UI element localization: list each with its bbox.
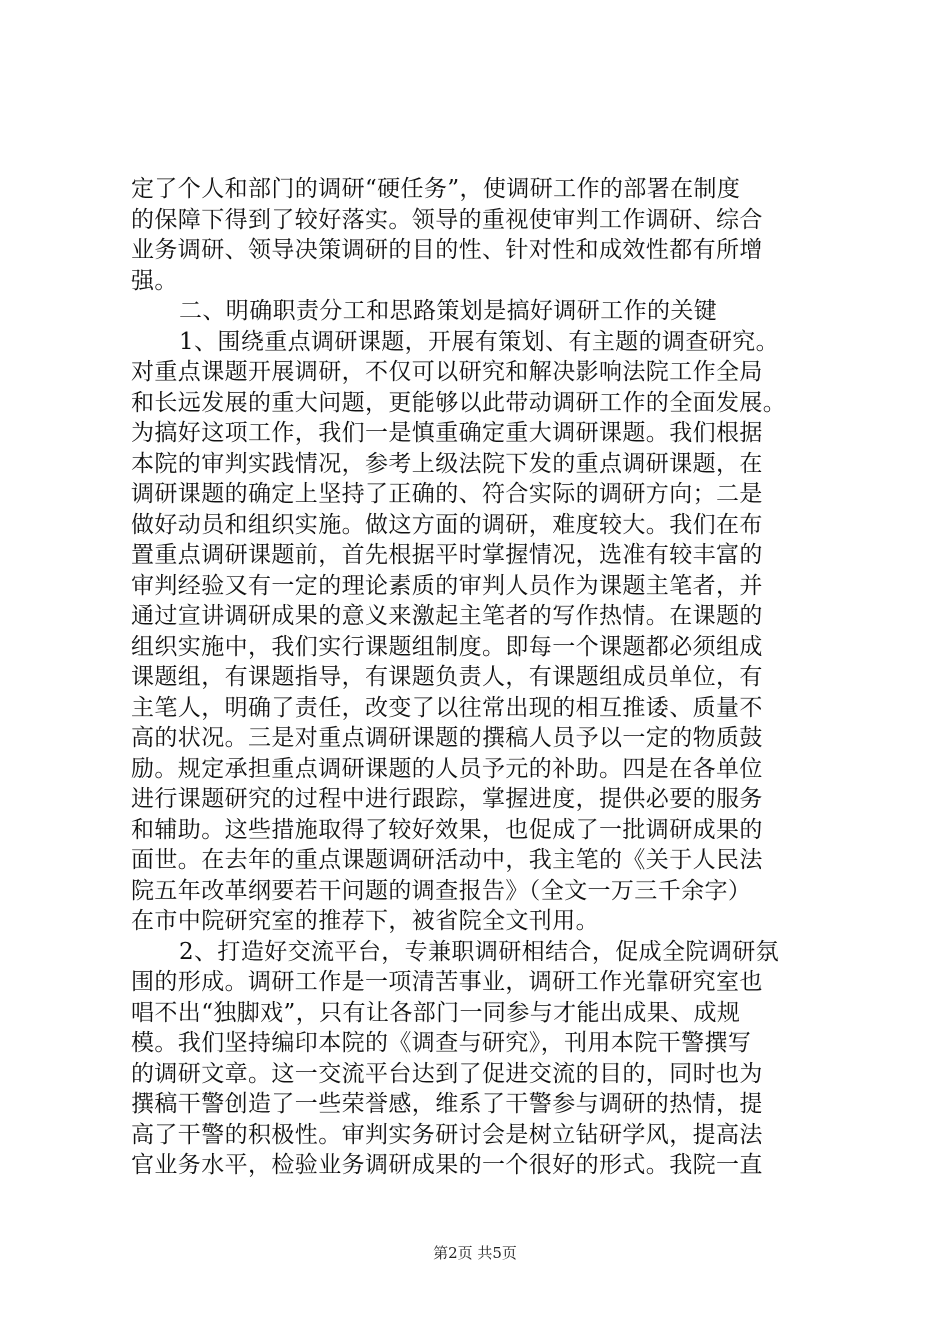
text-line: 二、明确职责分工和思路策划是搞好调研工作的关键 [179,298,718,324]
text-line: 高的状况。三是对重点调研课题的撰稿人员予以一定的物质鼓 [131,725,763,751]
text-line: 在市中院研究室的推荐下，被省院全文刊用。 [131,908,599,934]
text-line: 高了干警的积极性。审判实务研讨会是树立钻研学风，提高法 [131,1121,763,1148]
text-line: 模。我们坚持编印本院的《调查与研究》，刊用本院干警撰写 [131,1030,752,1056]
text-line: 和辅助。这些措施取得了较好效果，也促成了一批调研成果的 [131,816,763,843]
text-line: 和长远发展的重大问题，更能够以此带动调研工作的全面发展。 [131,389,787,416]
text-line: 调研课题的确定上坚持了正确的、符合实际的调研方向；二是 [131,481,763,507]
text-line: 1、围绕重点调研课题，开展有策划、有主题的调查研究。 [179,328,780,355]
text-line: 院五年改革纲要若干问题的调查报告》（全文一万三千余字） [131,877,752,904]
text-line: 置重点调研课题前，首先根据平时掌握情况，选准有较丰富的 [131,542,763,568]
text-line: 组织实施中，我们实行课题组制度。即每一个课题都必须组成 [131,633,763,660]
text-line: 做好动员和组织实施。做这方面的调研，难度较大。我们在布 [131,511,763,538]
text-line: 主笔人，明确了责任，改变了以往常出现的相互推诿、质量不 [131,694,763,721]
page-number-footer: 第2页 共5页 [433,1244,517,1262]
text-line: 进行课题研究的过程中进行跟踪，掌握进度，提供必要的服务 [131,786,763,812]
text-line: 唱不出“独脚戏”，只有让各部门一同参与才能出成果、成规 [131,999,741,1026]
text-line: 对重点课题开展调研，不仅可以研究和解决影响法院工作全局 [131,359,763,385]
text-line: 励。规定承担重点调研课题的人员予元的补助。四是在各单位 [131,755,763,782]
text-line: 本院的审判实践情况，参考上级法院下发的重点调研课题，在 [131,450,763,477]
document-body [131,174,831,1181]
text-line: 面世。在去年的重点课题调研活动中，我主笔的《关于人民法 [131,847,763,873]
text-line: 审判经验又有一定的理论素质的审判人员作为课题主笔者，并 [131,572,763,599]
text-line: 围的形成。调研工作是一项清苦事业，调研工作光靠研究室也 [131,969,763,995]
text-line: 2、打造好交流平台，专兼职调研相结合，促成全院调研氛 [179,938,780,965]
text-line: 强。 [131,267,178,294]
text-line: 的保障下得到了较好落实。领导的重视使审判工作调研、综合 [131,206,763,233]
text-line: 撰稿干警创造了一些荣誉感，维系了干警参与调研的热情，提 [131,1091,763,1117]
text-line: 的调研文章。这一交流平台达到了促进交流的目的，同时也为 [131,1060,763,1087]
text-line: 为搞好这项工作，我们一是慎重确定重大调研课题。我们根据 [131,420,763,446]
text-line: 定了个人和部门的调研“硬任务”，使调研工作的部署在制度 [131,176,741,202]
text-line: 官业务水平，检验业务调研成果的一个很好的形式。我院一直 [131,1152,763,1178]
text-line: 通过宣讲调研成果的意义来激起主笔者的写作热情。在课题的 [131,603,763,629]
text-line: 业务调研、领导决策调研的目的性、针对性和成效性都有所增 [131,237,763,263]
text-line: 课题组，有课题指导，有课题负责人，有课题组成员单位，有 [131,664,763,690]
